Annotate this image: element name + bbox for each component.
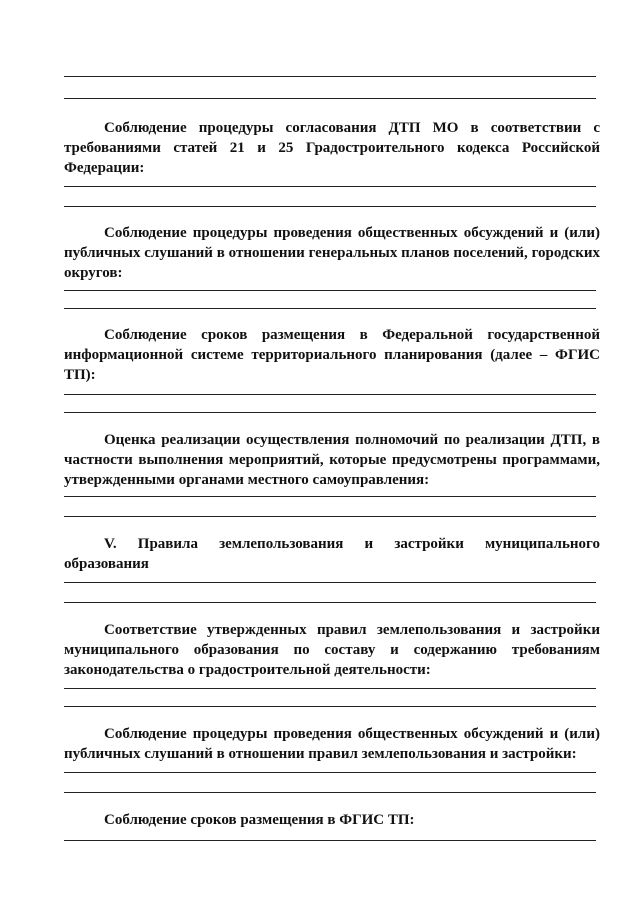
blank-line [64,290,596,291]
blank-line [64,412,596,413]
section-text: Соблюдение сроков размещения в Федеральной государственной информационной системе территориального планирования (далее – ФГИС ТП): [64,327,600,383]
blank-line [64,516,596,517]
blank-line [64,308,596,309]
heading-word: и [364,536,374,552]
heading-tail: образования [64,556,149,572]
blank-line [64,706,596,707]
section-text: Оценка реализации осуществления полномочий по реализации ДТП, в частности выполнения мероприятий, которые предусмотрены программами, утвержденными органами местного самоуправления: [64,432,600,488]
section-text: Соблюдение сроков размещения в ФГИС ТП: [104,812,415,828]
heading-word: муниципального [484,536,600,552]
blank-line [64,98,596,99]
blank-line [64,840,596,841]
heading-word: Правила [137,536,198,552]
blank-line [64,206,596,207]
section-text: Соответствие утвержденных правил землепользования и застройки муниципального образования по составу и содержанию требованиям законодательства о градостроительной деятельности: [64,622,600,678]
section-text: Соблюдение процедуры проведения общественных обсуждений и (или) публичных слушаний в отношении правил землепользования и застройки: [64,726,600,762]
heading-word: V. [104,536,117,552]
section-heading [64,534,600,574]
blank-line [64,688,596,689]
blank-line [64,76,596,77]
section-text: Соблюдение процедуры проведения общественных обсуждений и (или) публичных слушаний в отношении генеральных планов поселений, городских округов: [64,225,600,281]
blank-line [64,394,596,395]
blank-line [64,792,596,793]
section-text: Соблюдение процедуры согласования ДТП МО в соответствии с требованиями статей 21 и 25 Градостроительного кодекса Российской Федерации: [64,120,600,176]
heading-word: застройки [394,536,464,552]
blank-line [64,602,596,603]
blank-line [64,186,596,187]
blank-line [64,772,596,773]
blank-line [64,582,596,583]
blank-line [64,496,596,497]
heading-word: землепользования [219,536,344,552]
